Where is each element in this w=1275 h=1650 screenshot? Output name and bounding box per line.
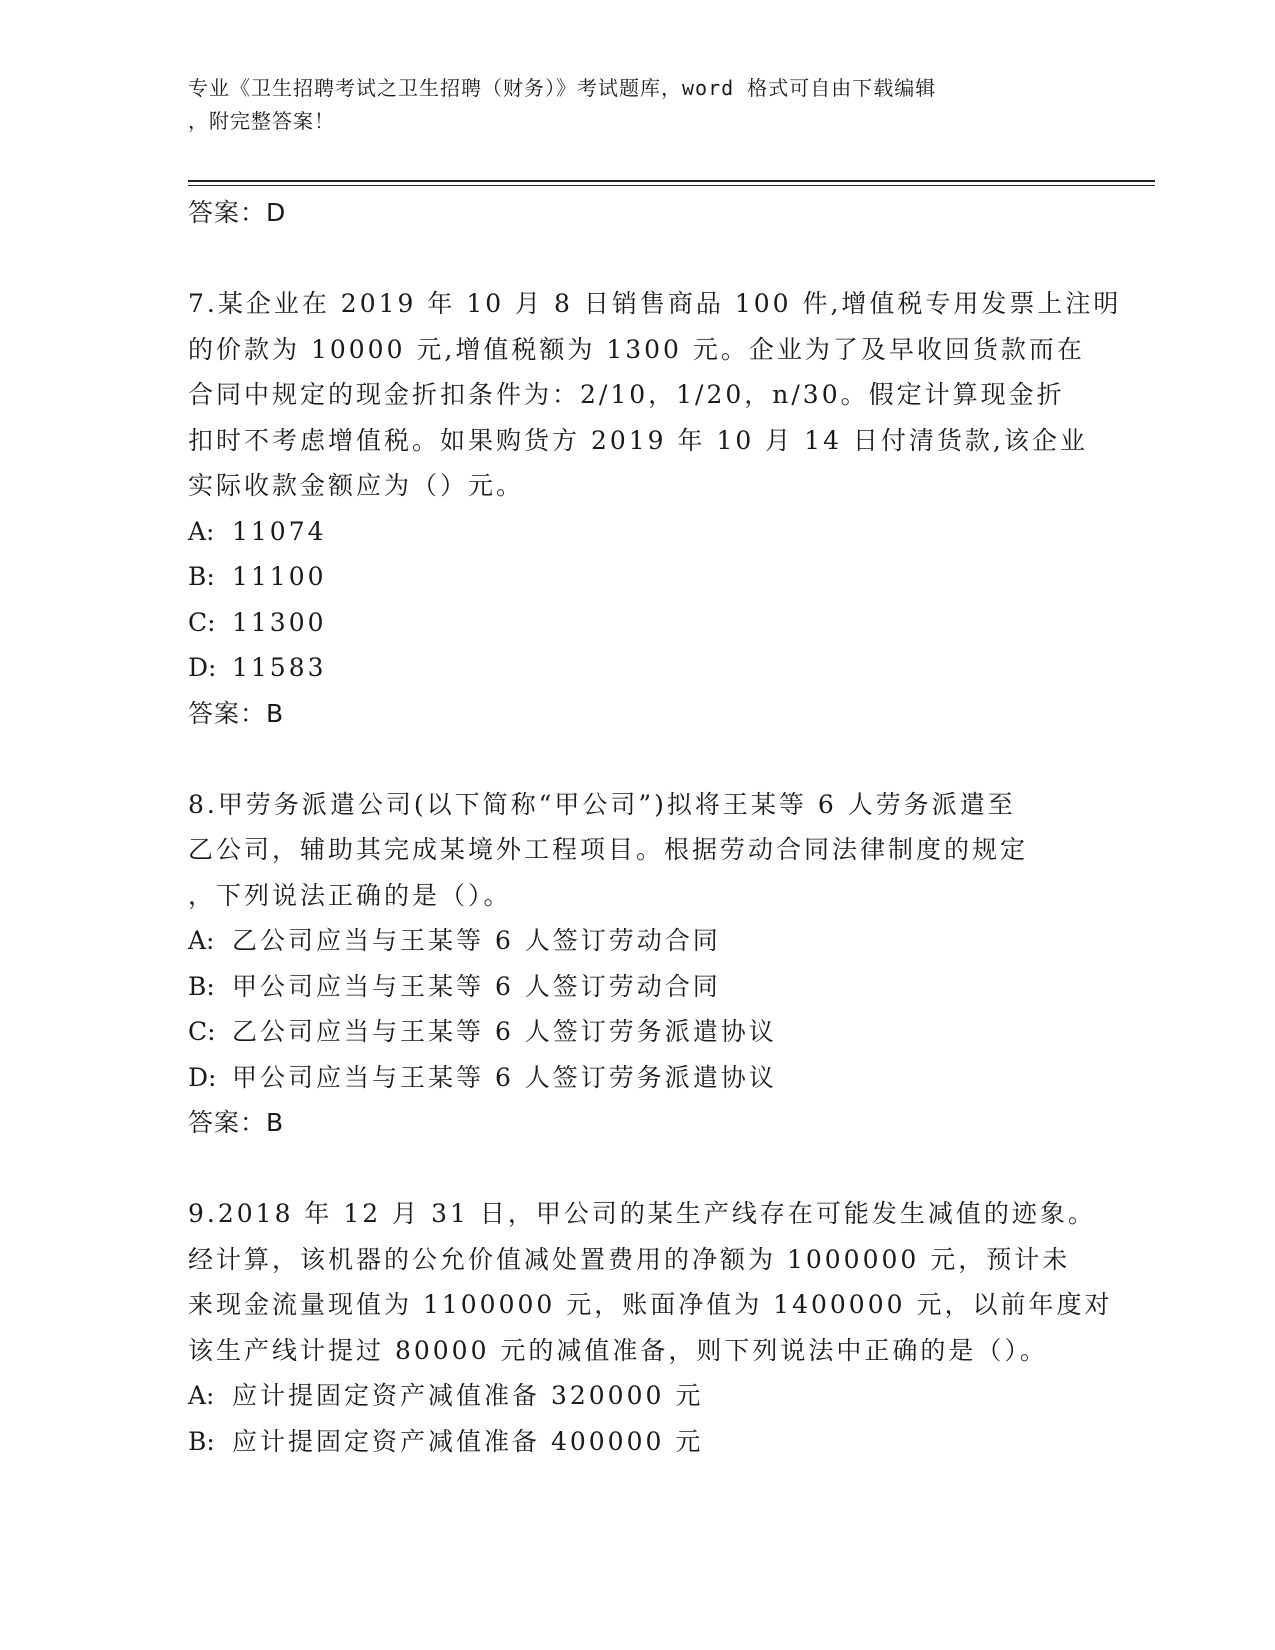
option-key: A: (188, 1381, 215, 1410)
option-text: 甲公司应当与王某等 6 人签订劳务派遣协议 (232, 1062, 777, 1092)
option-text: 11583 (232, 653, 327, 682)
option-key: B: (188, 562, 215, 591)
question-text-line: 9.2018 年 12 月 31 日，甲公司的某生产线存在可能发生减值的迹象。 (188, 1199, 1096, 1228)
option-key: A: (188, 926, 215, 955)
header-line-2: ，附完整答案！ (188, 109, 335, 133)
option-text: 乙公司应当与王某等 6 人签订劳动合同 (232, 926, 721, 955)
option-b (188, 1419, 1088, 1465)
option-key: B: (188, 1426, 215, 1456)
question-text-line: 实际收款金额应为（）元。 (188, 471, 525, 500)
question-text-line: 来现金流量现值为 1100000 元，账面净值为 1400000 元，以前年度对 (188, 1290, 1113, 1319)
header-rule-thin (188, 185, 1155, 186)
question-text-line: 7.某企业在 2019 年 10 月 8 日销售商品 100 件,增值税专用发票上注明 (188, 289, 1122, 318)
option-key: B: (188, 971, 215, 1001)
option-c (188, 600, 1088, 646)
question-text-line: 该生产线计提过 80000 元的减值准备，则下列说法中正确的是（）。 (188, 1335, 1048, 1365)
spacer (188, 236, 1088, 282)
question-content (188, 190, 1122, 1464)
answer-label: 答案：B (188, 1108, 285, 1137)
spacer (188, 1146, 1088, 1192)
question-block (188, 1191, 1113, 1464)
option-a (188, 918, 1088, 964)
answer-label: 答案：D (188, 198, 287, 227)
question-block (188, 281, 1122, 736)
question-text-line: 乙公司，辅助其完成某境外工程项目。根据劳动合同法律制度的规定 (188, 835, 1029, 864)
option-text: 乙公司应当与王某等 6 人签订劳务派遣协议 (232, 1017, 777, 1046)
question-text-line: 合同中规定的现金折扣条件为：2/10，1/20，n/30。假定计算现金折 (188, 380, 1065, 409)
option-text: 11100 (232, 562, 327, 591)
option-key: D: (188, 1062, 217, 1092)
page-header (188, 72, 1088, 138)
header-rule-thick (188, 180, 1155, 182)
option-key: D: (188, 653, 217, 682)
question-text-line: 的价款为 10000 元,增值税额为 1300 元。企业为了及早收回货款而在 (188, 334, 1085, 364)
option-key: A: (188, 516, 215, 546)
option-d (188, 645, 1088, 691)
option-text: 应计提固定资产减值准备 400000 元 (232, 1426, 704, 1456)
option-key: C: (188, 607, 216, 637)
option-text: 应计提固定资产减值准备 320000 元 (232, 1381, 704, 1410)
option-b (188, 964, 1088, 1010)
header-line-1: 专业《卫生招聘考试之卫生招聘（财务）》考试题库，word 格式可自由下载编辑 (188, 76, 937, 100)
option-c (188, 1009, 1088, 1055)
option-text: 甲公司应当与王某等 6 人签订劳动合同 (232, 971, 721, 1001)
question-text-line: 8.甲劳务派遣公司(以下简称“甲公司”)拟将王某等 6 人劳务派遣至 (188, 789, 1016, 819)
option-a (188, 509, 1088, 555)
question-text-line: 扣时不考虑增值税。如果购货方 2019 年 10 月 14 日付清货款,该企业 (188, 425, 1088, 455)
option-text: 11074 (232, 516, 327, 546)
option-b (188, 554, 1088, 600)
answer-label: 答案：B (188, 698, 285, 728)
option-a (188, 1373, 1088, 1419)
spacer (188, 736, 1088, 782)
question-text-line: ，下列说法正确的是（）。 (188, 880, 512, 910)
option-key: C: (188, 1017, 216, 1046)
option-text: 11300 (232, 607, 327, 637)
question-text-line: 经计算，该机器的公允价值减处置费用的净额为 1000000 元，预计未 (188, 1244, 1071, 1274)
option-d (188, 1055, 1088, 1101)
question-block (188, 782, 1088, 1146)
